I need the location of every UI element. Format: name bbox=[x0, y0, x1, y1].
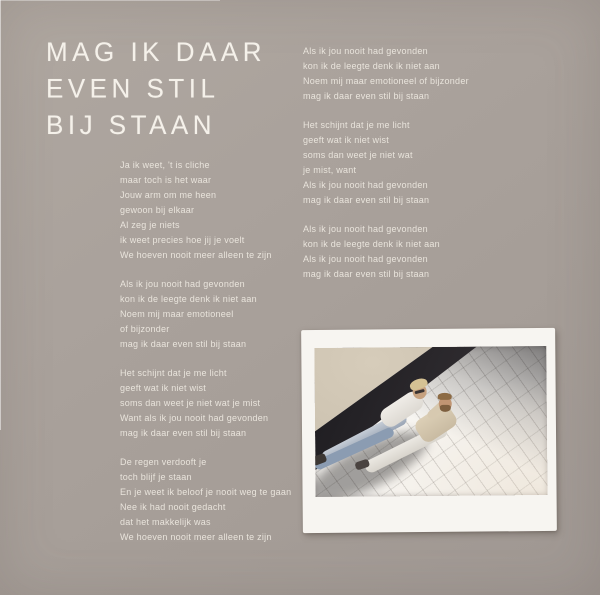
lyric-line: Het schijnt dat je me licht bbox=[120, 368, 227, 378]
lyric-line: mag ik daar even stil bij staan bbox=[303, 195, 430, 205]
lyric-line: En je weet ik beloof je nooit weg te gaan bbox=[120, 487, 292, 497]
lyric-line: geeft wat ik niet wist bbox=[120, 383, 207, 393]
title-line: EVEN STIL bbox=[46, 72, 220, 104]
lyric-line: De regen verdooft je bbox=[120, 457, 207, 467]
lyric-line: soms dan weet je niet wat je mist bbox=[120, 398, 261, 408]
lyric-line: mag ik daar even stil bij staan bbox=[120, 428, 247, 438]
lyric-line: toch blijf je staan bbox=[120, 472, 192, 482]
lyric-line: mag ik daar even stil bij staan bbox=[120, 339, 247, 349]
lyrics-column-2 bbox=[303, 44, 503, 296]
lyric-line: Het schijnt dat je me licht bbox=[303, 120, 410, 130]
lyric-line: We hoeven nooit meer alleen te zijn bbox=[120, 250, 272, 260]
scan-edge-left bbox=[0, 0, 1, 430]
lyric-line: Al zeg je niets bbox=[120, 220, 180, 230]
lyrics-column-1 bbox=[120, 158, 305, 559]
title-line: MAG IK DAAR bbox=[46, 36, 266, 68]
lyric-line: gewoon bij elkaar bbox=[120, 205, 195, 215]
page-title bbox=[46, 34, 266, 143]
lyric-line: je mist, want bbox=[303, 165, 357, 175]
lyric-line: ik weet precies hoe jij je voelt bbox=[120, 235, 245, 245]
lyric-verse bbox=[303, 44, 503, 104]
lyric-line: maar toch is het waar bbox=[120, 175, 212, 185]
lyric-line: dat het makkelijk was bbox=[120, 517, 211, 527]
lyric-verse bbox=[120, 455, 305, 545]
scan-edge-top bbox=[0, 0, 220, 1]
lyric-line: Als ik jou nooit had gevonden bbox=[303, 180, 428, 190]
lyric-line: mag ik daar even stil bij staan bbox=[303, 269, 430, 279]
lyric-verse bbox=[120, 277, 305, 352]
lyric-verse bbox=[120, 366, 305, 441]
polaroid-photo bbox=[301, 328, 557, 533]
lyric-line: Nee ik had nooit gedacht bbox=[120, 502, 226, 512]
lyric-line: Als ik jou nooit had gevonden bbox=[303, 46, 428, 56]
photo-person-right-hair bbox=[438, 393, 452, 400]
lyric-line: Als ik jou nooit had gevonden bbox=[303, 224, 428, 234]
lyric-line: soms dan weet je niet wat bbox=[303, 150, 413, 160]
lyric-line: kon ik de leegte denk ik niet aan bbox=[303, 61, 440, 71]
lyric-line: kon ik de leegte denk ik niet aan bbox=[120, 294, 257, 304]
lyric-line: We hoeven nooit meer alleen te zijn bbox=[120, 532, 272, 542]
title-line: BIJ STAAN bbox=[46, 108, 217, 141]
lyric-line: geeft wat ik niet wist bbox=[303, 135, 390, 145]
lyric-line: Als ik jou nooit had gevonden bbox=[120, 279, 245, 289]
lyric-line: kon ik de leegte denk ik niet aan bbox=[303, 239, 440, 249]
lyric-line: Want als ik jou nooit had gevonden bbox=[120, 413, 269, 423]
photo-person-right-beard bbox=[440, 405, 451, 412]
lyric-line: mag ik daar even stil bij staan bbox=[303, 91, 430, 101]
lyric-verse bbox=[120, 158, 305, 263]
lyric-line: Jouw arm om me heen bbox=[120, 190, 217, 200]
lyric-verse bbox=[303, 118, 503, 208]
lyric-verse bbox=[303, 222, 503, 282]
lyric-line: Ja ik weet, 't is cliche bbox=[120, 160, 210, 170]
photo-image bbox=[314, 346, 547, 497]
lyric-line: Noem mij maar emotioneel of bijzonder bbox=[303, 76, 469, 86]
lyric-line: Noem mij maar emotioneel bbox=[120, 309, 234, 319]
lyric-line: of bijzonder bbox=[120, 324, 170, 334]
lyric-line: Als ik jou nooit had gevonden bbox=[303, 254, 428, 264]
